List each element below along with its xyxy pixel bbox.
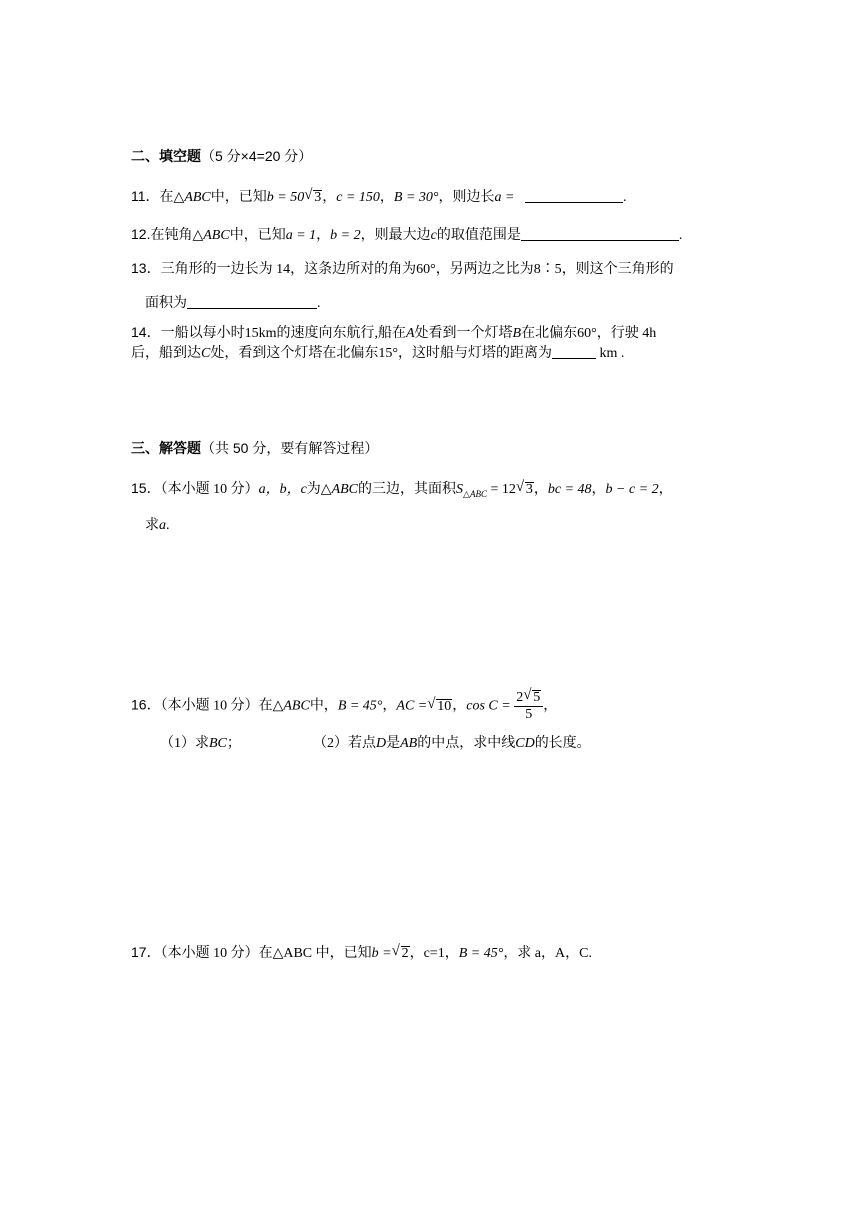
q15-a: a: [159, 518, 166, 533]
q12-c: c: [430, 228, 437, 243]
q16-frac-den: 5: [525, 707, 533, 722]
question-13: [131, 258, 674, 280]
question-16: [131, 687, 558, 723]
q12-triangle: ABC: [203, 228, 230, 243]
q17-text: （本小题 10 分）在△ABC 中，已知: [160, 946, 372, 961]
q16-sep: ，: [382, 698, 397, 714]
q13-text2: ，另两边之比为: [435, 262, 534, 277]
q14-speed: 15km: [244, 326, 277, 341]
q12-end: .: [678, 228, 683, 243]
q16-part1-end: ；: [226, 736, 241, 751]
q11-text: 在△: [159, 190, 185, 205]
question-11: [131, 186, 626, 208]
q13-text3: ，则这个三角形的: [561, 262, 674, 277]
q14-number: 14．: [131, 324, 161, 340]
q15-vars: a，b，c: [258, 482, 307, 497]
q16-frac-coef: 2: [516, 690, 524, 705]
q15-sep3: ，: [658, 482, 673, 497]
q15-area: = 12: [486, 482, 516, 497]
q16-frac-sqrt: √ 5: [523, 687, 541, 705]
q15-end: .: [166, 518, 170, 533]
q16-part2: （2）若点: [313, 736, 376, 751]
q16-AB: AB: [400, 736, 418, 751]
question-12: [131, 224, 682, 246]
q11-end: .: [622, 190, 627, 205]
q11-sqrt: √ 3: [304, 187, 322, 205]
q15-S-subscript: △ABC: [463, 488, 487, 499]
q12-sep: ，: [316, 228, 331, 243]
q16-CD: CD: [515, 736, 535, 751]
question-16-parts: [160, 734, 241, 754]
section3-score: （共 50 分，要有解答过程）: [201, 440, 379, 456]
section2-title: 二、填空题: [131, 148, 201, 164]
q14-unit: km .: [599, 346, 625, 361]
q16-sep3: ，: [543, 698, 558, 714]
section3-title: 三、解答题: [131, 440, 201, 456]
q14-C: C: [201, 346, 211, 361]
q15-sep: ，: [533, 482, 548, 497]
q11-answer-blank[interactable]: [525, 188, 623, 203]
q16-text: （本小题 10 分）在△: [160, 698, 284, 714]
q15-triangle: ABC: [331, 482, 359, 497]
q17-text2: ，c=1，: [409, 946, 459, 961]
q16-triangle: ABC: [283, 698, 310, 714]
q13-answer-blank[interactable]: [187, 294, 317, 309]
q16-text2: 中，: [309, 698, 338, 714]
q16-part2-text3: 的长度。: [534, 736, 591, 751]
q13-text4: 面积为: [145, 296, 187, 311]
question-15-line2: [145, 516, 170, 536]
q11-sep: ，: [322, 190, 337, 205]
q12-text2: 中，已知: [229, 228, 286, 243]
q13-text: 三角形的一边长为 14，这条边所对的角为: [160, 262, 417, 277]
q16-number: 16．: [131, 696, 161, 713]
q14-answer-blank[interactable]: [552, 344, 596, 359]
q13-angle: 60°: [416, 262, 436, 277]
q16-fraction: [514, 687, 543, 723]
q11-text2: 中，已知: [210, 190, 267, 205]
section2-heading: [131, 146, 312, 168]
q17-b: b =: [371, 946, 392, 961]
q14-text2: 的速度向东航行,船在: [276, 326, 406, 341]
q16-part2-text: 是: [386, 736, 401, 751]
q14-text8: ，这时船与灯塔的距离为: [397, 346, 552, 361]
q11-b: b = 50: [266, 190, 305, 205]
q11-B: B = 30°: [393, 190, 439, 205]
q13-number: 13．: [131, 260, 161, 276]
q14-text: 一船以每小时: [160, 326, 245, 341]
q13-end: .: [317, 296, 321, 311]
q15-number: 15．: [131, 480, 161, 496]
q15-sep2: ，: [591, 482, 606, 497]
q16-cos: cos C =: [466, 698, 511, 714]
q11-text3: ，则边长: [438, 190, 495, 205]
q15-diff: b − c = 2: [605, 482, 659, 497]
question-16-part2: [313, 734, 591, 754]
q12-text: 在钝角△: [150, 228, 204, 243]
section3-heading: [131, 438, 378, 460]
question-17: [131, 942, 592, 964]
q11-number: 11．: [131, 188, 160, 204]
q16-AC: AC =: [396, 698, 428, 714]
q12-number: 12.: [131, 226, 151, 242]
q17-text3: ，求 a，A，C.: [503, 946, 592, 961]
section2-score: （5 分×4=20 分）: [201, 148, 313, 164]
q14-angle2: 15°: [378, 346, 398, 361]
q11-triangle: ABC: [184, 190, 211, 205]
q17-sqrt: √ 2: [391, 943, 409, 961]
q14-A: A: [405, 326, 415, 341]
q13-ratio: 8∶5: [533, 262, 562, 277]
q16-sqrt: √ 10: [427, 695, 452, 714]
q14-text3: 处看到一个灯塔: [414, 326, 513, 341]
q15-bc: bc = 48: [547, 482, 592, 497]
q14-text5: ，行驶 4h: [596, 326, 657, 341]
q14-angle1: 60°: [577, 326, 597, 341]
q15-sqrt: √ 3: [515, 479, 533, 497]
q11-sep2: ，: [379, 190, 394, 205]
q16-B: B = 45°: [337, 698, 383, 714]
q14-B: B: [512, 326, 522, 341]
q14-text4: 在北偏东: [521, 326, 578, 341]
q12-text3: ，则最大边: [360, 228, 431, 243]
question-15: [131, 478, 673, 504]
q12-a: a = 1: [285, 228, 317, 243]
q11-a: a =: [494, 190, 515, 205]
q14-text6: 后，船到达: [131, 346, 201, 361]
question-14: [131, 322, 656, 344]
q14-text7: 处，看到这个灯塔在北偏东: [210, 346, 379, 361]
q12-text4: 的取值范围是: [436, 228, 521, 243]
q16-D: D: [376, 736, 387, 751]
question-13-line2: [145, 294, 321, 314]
q11-c: c = 150: [336, 190, 380, 205]
q16-part1: （1）求: [160, 736, 209, 751]
q15-text: （本小题 10 分）: [160, 482, 259, 497]
q15-S: S: [456, 482, 464, 497]
q12-b: b = 2: [330, 228, 361, 243]
q16-BC: BC: [209, 736, 227, 751]
q16-sep2: ，: [452, 698, 467, 714]
q15-text2: 为△: [306, 482, 332, 497]
q12-answer-blank[interactable]: [521, 226, 679, 241]
q17-number: 17．: [131, 944, 161, 960]
q15-text4: 求: [145, 518, 159, 533]
question-14-line2: [131, 344, 624, 364]
q17-B: B = 45°: [458, 946, 504, 961]
q16-part2-text2: 的中点，求中线: [417, 736, 516, 751]
q15-text3: 的三边，其面积: [358, 482, 457, 497]
